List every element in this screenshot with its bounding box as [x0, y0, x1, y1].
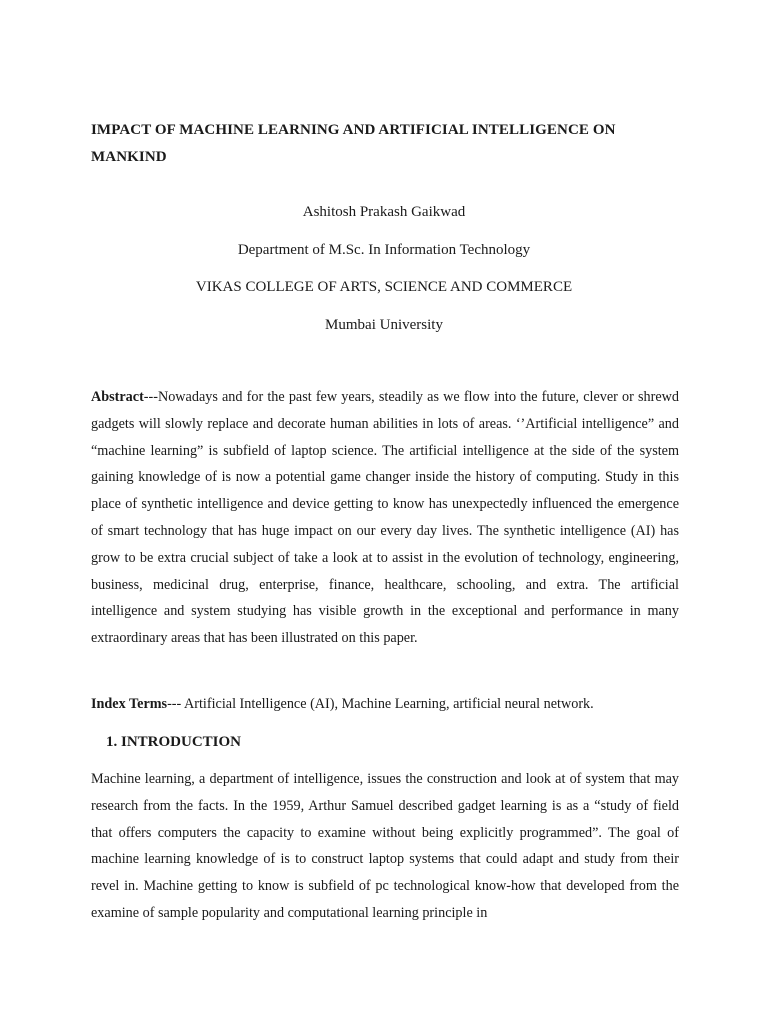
author-college: VIKAS COLLEGE OF ARTS, SCIENCE AND COMMERCE — [195, 279, 573, 295]
author-name: Ashitosh Prakash Gaikwad — [302, 204, 466, 220]
paper-title: IMPACT OF MACHINE LEARNING AND ARTIFICIAL INTELLIGENCE ON MANKIND — [91, 122, 616, 165]
author-department: Department of M.Sc. In Information Technology — [237, 242, 531, 258]
index-terms-paragraph — [91, 691, 679, 718]
author-university: Mumbai University — [325, 317, 443, 333]
abstract-label: Abstract — [91, 389, 144, 405]
introduction-heading: 1. INTRODUCTION — [106, 734, 242, 750]
abstract-text: ---Nowadays and for the past few years, steadily as we flow into the future, clever or shrewd gadgets will slowly replace and decorate human abilities in lots of areas. ‘’Artificial intelligence” and “machine learning” is subfield of laptop science. The artificial intelligence at the side of the system gaining knowledge of is now a potential game changer inside the history of computing. Study in this place of synthetic intelligence and device getting to know has unexpectedly influenced the emergence of smart technology that has huge impact on our every day lives. The synthetic intelligence (AI) has grow to be extra crucial subject of take a look at to assist in the evolution of technology, engineering, business, medicinal drug, enterprise, finance, healthcare, schooling, and extra. The artificial intelligence and system studying has visible growth in the exceptional and performance in many extraordinary areas that has been illustrated on this paper. — [91, 389, 679, 647]
index-terms-text: --- Artificial Intelligence (AI), Machine Learning, artificial neural network. — [167, 696, 594, 712]
index-terms-label: Index Terms — [91, 696, 168, 712]
abstract-paragraph — [91, 384, 679, 652]
introduction-paragraph: Machine learning, a department of intelligence, issues the construction and look at of system that may research from the facts. In the 1959, Arthur Samuel described gadget learning is as a “study of field that offers computers the capacity to examine without being explicitly programmed”. The goal of machine learning knowledge of is to construct laptop systems that could adapt and study from their revel in. Machine getting to know is subfield of pc technological know-how that developed from the examine of sample popularity and computational learning principle in — [91, 771, 679, 921]
